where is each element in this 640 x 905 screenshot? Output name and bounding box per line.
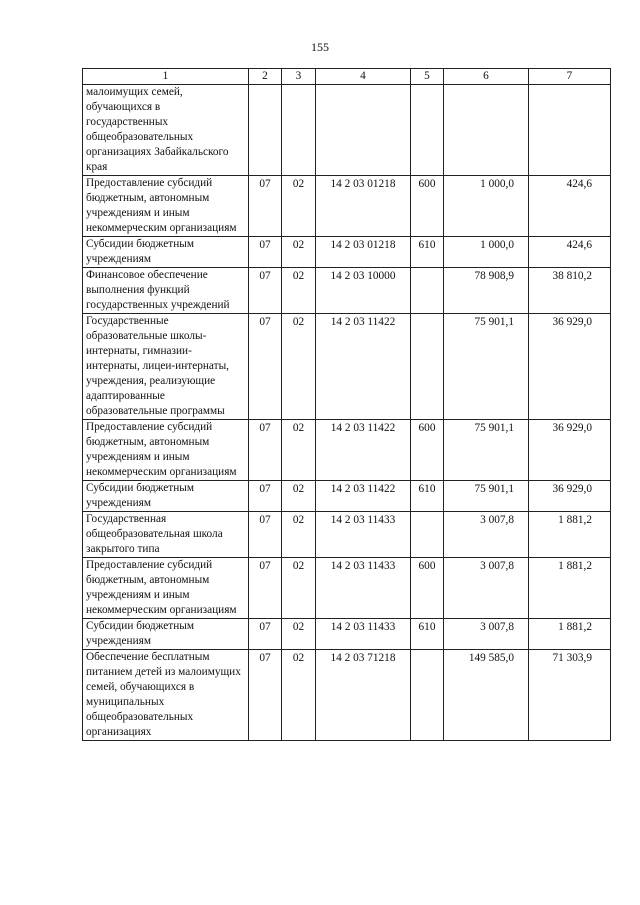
section-code-cell: 07: [249, 650, 282, 741]
table-row: [83, 314, 611, 420]
expense-type-cell: 600: [411, 420, 444, 481]
target-article-cell: 14 2 03 01218: [316, 176, 411, 237]
target-article-cell: 14 2 03 11433: [316, 512, 411, 558]
subsection-code-cell: 02: [282, 176, 316, 237]
table-header: [83, 69, 611, 85]
target-article-cell: 14 2 03 11433: [316, 558, 411, 619]
table-row: [83, 237, 611, 268]
item-name-cell: Предоставление субсидий бюджетным, автономным учреждениям и иным некоммерческим организациям: [83, 558, 249, 619]
target-article-cell: 14 2 03 11422: [316, 420, 411, 481]
column-header-3: 3: [282, 69, 316, 85]
item-name-cell: Предоставление субсидий бюджетным, автономным учреждениям и иным некоммерческим организациям: [83, 176, 249, 237]
column-header-4: 4: [316, 69, 411, 85]
amount-planned-cell: 3 007,8: [444, 619, 529, 650]
expense-type-cell: 600: [411, 558, 444, 619]
table-row: [83, 176, 611, 237]
column-header-7: 7: [529, 69, 611, 85]
amount-planned-cell: 1 000,0: [444, 237, 529, 268]
item-name-cell: Предоставление субсидий бюджетным, автономным учреждениям и иным некоммерческим организациям: [83, 420, 249, 481]
section-code-cell: 07: [249, 619, 282, 650]
subsection-code-cell: 02: [282, 558, 316, 619]
table-row: [83, 268, 611, 314]
amount-planned-cell: 78 908,9: [444, 268, 529, 314]
amount-executed-cell: 1 881,2: [529, 619, 611, 650]
table-row: [83, 420, 611, 481]
table-row: [83, 650, 611, 741]
subsection-code-cell: 02: [282, 268, 316, 314]
item-name-cell: Государственная общеобразовательная школа закрытого типа: [83, 512, 249, 558]
table-row: [83, 619, 611, 650]
section-code-cell: 07: [249, 268, 282, 314]
section-code-cell: 07: [249, 481, 282, 512]
subsection-code-cell: 02: [282, 314, 316, 420]
section-code-cell: 07: [249, 237, 282, 268]
item-name-cell: Субсидии бюджетным учреждениям: [83, 481, 249, 512]
subsection-code-cell: 02: [282, 512, 316, 558]
section-code-cell: 07: [249, 512, 282, 558]
budget-table: [82, 68, 611, 741]
expense-type-cell: [411, 512, 444, 558]
amount-executed-cell: 36 929,0: [529, 420, 611, 481]
item-name-cell: Финансовое обеспечение выполнения функций государственных учреждений: [83, 268, 249, 314]
amount-planned-cell: 75 901,1: [444, 481, 529, 512]
target-article-cell: 14 2 03 11422: [316, 481, 411, 512]
expense-type-cell: [411, 650, 444, 741]
expense-type-cell: 610: [411, 237, 444, 268]
table-body: [83, 85, 611, 741]
amount-planned-cell: 75 901,1: [444, 420, 529, 481]
target-article-cell: 14 2 03 11433: [316, 619, 411, 650]
section-code-cell: 07: [249, 420, 282, 481]
target-article-cell: 14 2 03 11422: [316, 314, 411, 420]
expense-type-cell: [411, 85, 444, 176]
amount-planned-cell: 149 585,0: [444, 650, 529, 741]
amount-executed-cell: 38 810,2: [529, 268, 611, 314]
item-name-cell: Субсидии бюджетным учреждениям: [83, 619, 249, 650]
expense-type-cell: [411, 268, 444, 314]
amount-executed-cell: 424,6: [529, 176, 611, 237]
expense-type-cell: 600: [411, 176, 444, 237]
section-code-cell: 07: [249, 314, 282, 420]
item-name-cell: Государственные образовательные школы-интернаты, гимназии-интернаты, лицеи-интернаты, учреждения, реализующие адаптированные образовательные программы: [83, 314, 249, 420]
target-article-cell: [316, 85, 411, 176]
section-code-cell: [249, 85, 282, 176]
subsection-code-cell: 02: [282, 650, 316, 741]
section-code-cell: 07: [249, 176, 282, 237]
amount-executed-cell: [529, 85, 611, 176]
target-article-cell: 14 2 03 10000: [316, 268, 411, 314]
table-row: [83, 85, 611, 176]
column-header-5: 5: [411, 69, 444, 85]
amount-executed-cell: 36 929,0: [529, 314, 611, 420]
amount-executed-cell: 424,6: [529, 237, 611, 268]
table-row: [83, 558, 611, 619]
section-code-cell: 07: [249, 558, 282, 619]
target-article-cell: 14 2 03 71218: [316, 650, 411, 741]
amount-executed-cell: 71 303,9: [529, 650, 611, 741]
amount-planned-cell: 75 901,1: [444, 314, 529, 420]
subsection-code-cell: 02: [282, 237, 316, 268]
expense-type-cell: 610: [411, 481, 444, 512]
subsection-code-cell: 02: [282, 420, 316, 481]
amount-executed-cell: 1 881,2: [529, 558, 611, 619]
table-row: [83, 512, 611, 558]
expense-type-cell: [411, 314, 444, 420]
item-name-cell: Обеспечение бесплатным питанием детей из малоимущих семей, обучающихся в муниципальных общеобразовательных организациях: [83, 650, 249, 741]
header-row: [83, 69, 611, 85]
column-header-1: 1: [83, 69, 249, 85]
page-number: 155: [311, 40, 329, 54]
column-header-2: 2: [249, 69, 282, 85]
expense-type-cell: 610: [411, 619, 444, 650]
item-name-cell: Субсидии бюджетным учреждениям: [83, 237, 249, 268]
amount-executed-cell: 36 929,0: [529, 481, 611, 512]
subsection-code-cell: [282, 85, 316, 176]
amount-planned-cell: 1 000,0: [444, 176, 529, 237]
amount-executed-cell: 1 881,2: [529, 512, 611, 558]
item-name-cell: малоимущих семей, обучающихся в государственных общеобразовательных организациях Забайкальского края: [83, 85, 249, 176]
target-article-cell: 14 2 03 01218: [316, 237, 411, 268]
amount-planned-cell: 3 007,8: [444, 512, 529, 558]
subsection-code-cell: 02: [282, 481, 316, 512]
amount-planned-cell: 3 007,8: [444, 558, 529, 619]
amount-planned-cell: [444, 85, 529, 176]
column-header-6: 6: [444, 69, 529, 85]
subsection-code-cell: 02: [282, 619, 316, 650]
table-row: [83, 481, 611, 512]
